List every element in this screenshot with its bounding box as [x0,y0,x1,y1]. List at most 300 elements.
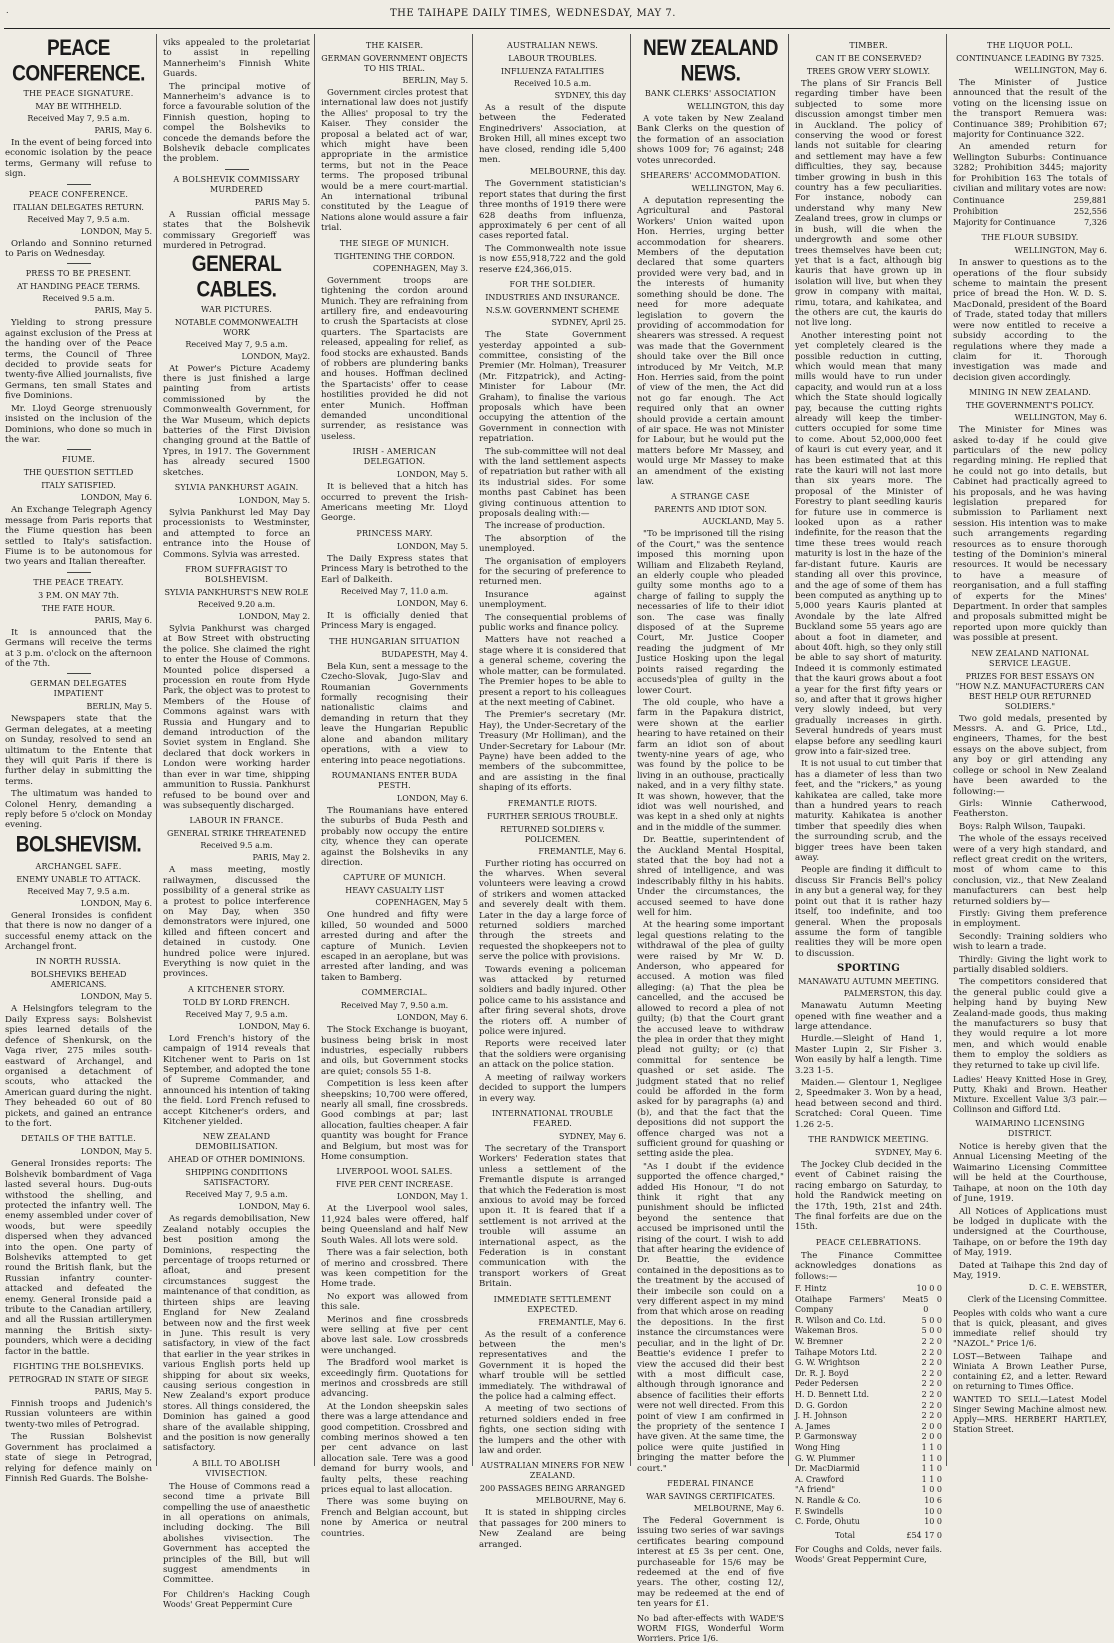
article-body: Government circles protest that international law does not justify the Allies' proposal to try the Kaiser. They consider the proposal a belated act of war, which might have been appropriate in the armistice terms, but not in the Peace terms. The proposed tribunal would be a mere court-martial. An international tribunal constituted by the League of Nations alone would assure a fair trial. [321,88,468,234]
article-heading: FIGHTING THE BOLSHEVIKS. [13,1362,144,1372]
article-heading: A BILL TO ABOLISH VIVISECTION. [192,1458,281,1478]
article-body: In the event of being forced into economic isolation by the peace terms, Germany will refuse to sign. [5,138,152,180]
article-heading: THE SIEGE OF MUNICH. [339,238,450,248]
article-subheading: TIGHTENING THE CORDON. [334,251,455,261]
list-item [795,1369,942,1380]
list-item [795,1507,942,1518]
article-subheading: TOLD BY LORD FRENCH. [183,997,290,1007]
article-subheading: 200 PASSAGES BEING ARRANGED [479,1484,626,1494]
donation-amount: 2 0 0 [921,1432,942,1442]
donation-amount: 10 6 [924,1495,942,1505]
article-body: It is believed that a hitch has occurred to prevent the Irish-Americans meeting Mr. Lloyd George. [321,482,468,524]
article-body: An Exchange Telegraph Agency message from Paris reports that the Fiume question has been settled to Italy's satisfaction. Fiume is to be autonomous for two years and Italian thereafter. [5,505,152,568]
article-heading: COMMERCIAL. [361,988,428,998]
dateline: Received May 7, 9.5 a.m. [185,1190,288,1200]
article-body: As the result of a conference between the men's representatives and the Government it is hoped the wharf trouble will be settled immediately. The withdrawal of the police had a calming effect. [479,1329,626,1403]
article-body: A Russian official message states that the Bolshevik commissary Gregorieff was murdered in Petrograd. [163,209,310,252]
article-body: The Minister of Justice announced that the result of the voting on the licensing issue on the transport Remuera was: Continuance 389; Prohibition 67; majority for Continuance 322. [953,78,1107,141]
article-body: The plans of Sir Francis Bell regarding timber have been subjected to some more discussion amongst timber men in Auckland. The policy of conserving the wood or forest lands not suitable for clearing and settlement may have a few difficulties, they say, because timber growing in bush in this country has a few peculiarities. For instance, nobody can understand why many New Zealand trees, grow in clumps or in bush, will die when the undergrowth and some other trees themselves have been cut; yet that is a fact, although big kauris that have grown up in isolation will live, but when they grow in company with maitai, rimu, totara, and kahikatea, and the others are cut, the kauris do not live long. [795,79,942,329]
donor-name: Taihape Motors Ltd. [795,1347,878,1357]
dateline: Received May 7, 9.5 a.m. [27,114,130,123]
article-body: The Premier's secretary (Mr. Hay), the Under-Secretary of the Treasury (Mr Holliman), and the Under-Secretary for Labour (Mr. Payne) have been added to the members of the subcommittee, and are assisting in the final shaping of its efforts. [479,710,626,794]
dateline: SYDNEY, May 6. [558,1131,626,1141]
donor-name: A. Crawford [795,1474,845,1484]
article-body: A mass meeting, mostly railwaymen, discussed the possibility of a general strike as a protest to police interference on May Day, when 350 demonstrators were injured, one killed and fifteen concert and detained in custody. One hundred police were injured. Everything is now quiet in the provinces. [163,865,310,980]
article-heading: FOR THE SOLDIER. [509,280,596,290]
list-item [795,1422,942,1433]
article-heading: MINING IN NEW ZEALAND. [968,388,1092,398]
article-body: Notice is hereby given that the Annual Licensing Meeting of the Waimarino Licensing Committee will be held at the Courthouse, Taihape, at noon on the 10th day of June, 1919. [953,1142,1107,1205]
article-body: The sub-committee will not deal with the land settlement aspects of repatriation but rather with all its industrial sides. For some months past Cabinet has been giving continuous attention to proposals dealing with:— [479,446,626,519]
issue-date: WEDNESDAY, MAY 7. [556,8,676,19]
dateline: MELBOURNE, this day. [529,167,626,177]
dateline: WELLINGTON, May 6. [691,184,784,194]
article-body: Manawatu Autumn Meeting opened with fine weather and a large attendance. [795,1001,942,1032]
dateline: Received May 7, 9.5 a.m. [27,214,130,224]
article-heading: A BOLSHEVIK COMMISSARY MURDERED [173,174,300,194]
column-rule [630,34,631,1466]
newspaper-title: THE TAIHAPE DAILY TIMES, [390,8,552,19]
advertisement: For Children's Hacking Cough Woods' Great Peppermint Cure [163,1588,310,1609]
article-subheading: NOTABLE COMMONWEALTH WORK [174,317,299,337]
list-item [795,1358,942,1369]
article-body: It is announced that the Germans will receive the terms at 3 p.m. o'clock on the afternoon of the 7th. [5,627,152,669]
article-subheading: HEAVY CASUALTY LIST [345,886,444,896]
list-item [795,1496,942,1507]
donation-amount: 1 1 0 [921,1442,942,1452]
article-body: As regards demobilisation, New Zealand notably occupies the best position among the Dominions, respecting the percentage of troops returned or afloat, and present circumstances suggest the maintenance of that condition, as thirteen ships are leaving England for New Zealand between now and the first week in June. This result is very satisfactory, in view of the fact that earlier in the year strikes in various English ports held up shipping for about six weeks, causing serious congestion in New Zealand's export produce stores. All things considered, the Dominion has gained a good share of the available shipping, and the position is now generally satisfactory. [163,1214,310,1454]
article-body: Towards evening a policeman was attacked by returned soldiers and badly injured. Other police came to his assistance and after firing several shots, drove the rioters off. A number of police were injured. [479,964,626,1038]
vote-label: Continuance [953,196,1005,206]
article-heading: PRESS TO BE PRESENT. [25,269,132,279]
dateline: LONDON, May 5. [396,470,468,480]
article-heading: INTERNATIONAL TROUBLE FEARED. [491,1108,614,1128]
column-rule [946,34,947,1466]
article-body: One hundred and fifty were killed, 50 wounded and 5000 arrested during and after the capture of Munich. Levien escaped in an aeroplane, but was arrested after landing, and was taken to Bamberg. [321,910,468,983]
dateline: PALMERSTON, this day. [843,989,942,999]
article-subheading: TREES GROW VERY SLOWLY. [806,67,931,76]
list-item [795,1475,942,1486]
article-body: The Jockey Club decided in the event of Cabinet raising the racing embargo on Saturday, to hold the Randwick meeting on the 17th, 19th, 21st and 24th. The final forfeits are due on the 15th. [795,1160,942,1233]
article-body: At Power's Picture Academy there is just finished a large painting from artists commissioned by the Commonwealth Government, for the War Museum, which depicts batteries of the First Division changing ground at the Battle of Ypres, in 1917. The Government has already secured 1500 sketches. [163,363,310,478]
column-7 [953,36,1107,1466]
article-body: viks appealed to the proletariat to assist in repelling Mannerheim's Finnish White Guards. [163,38,310,80]
donor-name: C. Forde, Ohutu [795,1517,860,1527]
donor-name: Dr. MacDiarmid [795,1464,860,1474]
dateline: SYDNEY, April 25. [551,318,626,328]
vote-label: Majority for Continuance [953,217,1056,227]
article-body: At the London sheepskin sales there was a large attendance and good competition. Crossbred and combing merinos showed a ten per cent advance on last allocation sale. Tere was a good demand for burry wools, and faulty pelts, these reaching prices equal to last allocation. [321,1401,468,1496]
article-body: Another interesting point not yet completely cleared is the possible reduction in cutting, which would mean that many mills would have to run under capacity, and would run at a loss which the State should logically pay, because the cutting rights already will keep the timber-cutters occupied for some time to come. About 52,000,000 feet of kauri is cut every year, and it has been estimated that at this rate the kauri will not last more than six years more. The proposal of the Minister of Forestry to plant seedling kauris for future use in commerce is looked upon as a rather indefinite, for the reason that the time these trees would reach maturity is lost in the haze of the far-distant future. Kauris are standing all over this province, and the age of some of them has been computed as anything up to 5,000 years Kauris planted at Avondale by the late Alfred Buckland some 55 years ago are about a foot in diameter, and about 40ft. high, so they only still be able to say short of maturity. Indeed it is commonly estimated that the kauri grows about a foot a year for the first fifty years or so, and after that it grows higher very slowly indeed, but very gradually increases in girth. Several hundreds of years must elapse before any seedling kauri grow into a fair-sized tree. [795,330,942,757]
section-heading: NEW ZEALAND NEWS. [643,36,778,87]
article-heading: WAIMARINO LICENSING DISTRICT. [975,1119,1085,1139]
article-body: A meeting of two sections of returned soldiers ended in free fights, one section siding with the lumpers and the other with law and order. [479,1404,626,1457]
donor-name: F. Swindells [795,1506,844,1516]
article-body: The Daily Express states that Princess Mary is betrothed to the Earl of Dalkeith. [321,553,468,585]
article-body: It is not usual to cut timber that has a diameter of less than two feet, and the "rickers," as young kahikatea are called, take more than a hundred years to reach maturity. Kahikatea is another timber that speedily dies when the surrounding scrub, and the bigger trees have been taken away. [795,759,942,864]
article-body: Reports were received later that the soldiers were organising an attack on the police station. [479,1039,626,1071]
dateline: BUDAPESTH, May 4. [381,649,468,659]
dateline: PARIS, May 5. [94,306,152,316]
article-subheading: SHIPPING CONDITIONS SATISFACTORY. [185,1168,288,1188]
donation-amount: 2 2 0 [921,1400,942,1410]
donor-name: F. Hintz [795,1284,827,1294]
list-item [795,1411,942,1422]
dateline: PARIS, May 6. [94,615,152,625]
article-body: As a result of the dispute between the Federated Enginedrivers' Association, at Broken Hill, all mines except two have closed, rending idle 5,400 men. [479,103,626,166]
column-rule [156,34,157,1466]
article-body: At the hearing some important legal questions relating to the withdrawal of the plea of guilty were raised by Mr W. D. Anderson, who appeared for accused. A motion was filed alleging: (a) That the plea be cancelled, and the accused be allowed to record a plea of not guilty; (b) that the Court grant the accused leave to withdraw the plea in order that they might plead not guilty; or (c) that committal for sentence be quashed or set aside. The judgment stated that no relief could be afforded in the form asked for by paragraphs (a) and (b), and that the fact that the depositions did not support the offence charged was not a sufficient ground for quashing or setting aside the plea. [637,920,784,1160]
dateline: PARIS, May 2. [252,853,310,863]
article-body: A meeting of railway workers decided to support the lumpers in every way. [479,1072,626,1104]
column-2 [163,36,310,1609]
article-subheading: ITALIAN DELEGATES RETURN. [13,202,144,212]
dateline: LONDON, May 6. [396,793,468,803]
advertisement: No bad after-effects with WADE'S WORM FIGS, Wonderful Worm Worriers. Price 1/6. [637,1612,784,1643]
donor-name: G. W. Plummer [795,1453,855,1463]
donor-name: "A friend" [795,1485,836,1495]
article-body: Sylvia Pankhurst led May Day processionists to Westminster, and attempted to force an entrance into the House of Commons. Sylvia was arrested. [163,507,310,560]
article-heading: PEACE CELEBRATIONS. [815,1237,922,1247]
article-body: The Bradford wool market is exceedingly firm. Quotations for merinos and crossbreds are still advancing. [321,1358,468,1400]
dateline: WELLINGTON, this day [687,102,784,111]
donor-name: Wakeman Bros. [795,1326,859,1336]
advertisement: Peoples with colds who want a cure that is quick, pleasant, and gives immediate relief should try "NAZOL." Price 1/6. [953,1308,1107,1349]
donor-name: N. Randle & Co. [795,1495,861,1505]
article-body: A deputation representing the Agricultural and Pastoral Workers' Union waited upon Hon. Herries, urging better accommodation for shearers. Members of the deputation declared that some quarters provided were very bad, and in the interests of humanity something should be done. The need for more adequate legislation to govern the providing of accommodation for shearers was stressed. A request was made that the Government should take over the Bill once introduced by Mr Veitch, M.P. Hon. Herries said, from the point of view of the men, the Act did not go far enough. The Act required only that an owner should provide a certain amount of air space. He was not Minister for Labour, but he would put the matters before Mr Massey, and would urge Mr Massey to make an amendment of the existing law. [637,196,784,487]
dateline: LONDON, May 1. [396,1192,468,1202]
dateline: Received 9.20 a.m. [197,600,276,609]
article-body: "As I doubt if the evidence supported the offence charged," added His Honour, "I do not think it right that any punishment should be inflicted beyond the sentence that accused be imprisoned until the rising of the court. I wish to add that after hearing the evidence of Dr. Beattie, the evidence contained in the depositions as to the treatment by the accused of their imbecile son could on a very different aspect in my mind from that which arose on reading the depositions. In the first instance the circumstances were peculiar, and in the light of Dr. Beattie's evidence I prefer to view the accused did their best with a most difficult case, although through ignorance and absence of facilities their efforts were not well directed. From this point of view I am confirmed in the propriety of the sentence I have given. At the same time, the police were quite justified in bringing the matter before the court." [637,1161,784,1474]
list-item [795,1284,942,1295]
article-body: The Government statistician's report states that during the first three months of 1919 there were 628 deaths from influenza, approximately 6 per cent of all cases reported fatal. [479,179,626,242]
article-body: Further rioting has occurred on the wharves. When several volunteers were leaving a crowd of strikers and women attacked and severely dealt with them. Later in the day a large force of returned soldiers marched through the streets and requested the shopkeepers not to serve the police with provisions. [479,858,626,963]
dateline: FREMANTLE, May 6. [538,846,626,856]
article-heading: THE HUNGARIAN SITUATION [329,636,460,646]
article-subheading: PARENTS AND IDIOT SON. [654,505,767,515]
article-body: Yielding to strong pressure against exclusion of the Press at the handing over of the Peace terms, the Council of Three decided to provide seats for twenty-five Allied journalists, five Germans, ten small States and five Dominions. [5,318,152,402]
article-subheading: THE QUESTION SETTLED [23,468,134,478]
article-heading: PEACE CONFERENCE. [28,189,129,199]
dateline: MELBOURNE, May 6. [693,1503,784,1513]
article-body: The secretary of the Transport Workers' Federation states that unless a settlement of the Fremantle dispute is arranged that which the Federation is most anxious to avoid may be forced upon it. It is feared that if a settlement is not arrived at the trouble will assume an international aspect, as the Federation is in constant communication with the transport workers of Great Britain. [479,1143,626,1290]
article-body: Merinos and fine crossbreds were selling at five per cent above last sale. Low crossbreds were unchanged. [321,1314,468,1356]
dateline: LONDON, May 6. [80,493,152,503]
section-heading: GENERAL CABLES. [191,252,282,302]
article-body: The Roumanians have entered the suburbs of Buda Pesth and probably now occupy the entire city, whence they can operate against the Bolsheviks in any direction. [321,805,468,868]
list-item [795,1337,942,1348]
section-heading: PEACE CONFERENCE. [12,36,145,87]
article-subheading: CONTINUANCE LEADING BY 7325. [956,54,1104,63]
article-heading: PRINCESS MARY. [356,528,433,538]
list-item [795,1390,942,1401]
donation-amount: 1 1 0 [921,1464,942,1474]
vote-totals [953,196,1107,228]
vote-value: 252,556 [1073,207,1107,217]
article-body: An amended return for Wellington Suburbs: Continuance 3282; Prohibition 3445; majority for Prohibition 163 The totals of civilian and military votes are now: [953,142,1107,195]
article-heading: SHEARERS' ACCOMMODATION. [640,171,781,181]
dateline: LONDON, May 2. [238,612,310,621]
vote-value: 259,881 [1073,196,1107,206]
donor-name: Peder Pedersen [795,1379,859,1389]
donor-name: Wong Hing [795,1442,841,1452]
column-rule [788,34,789,1466]
donation-amount: 1 1 0 [921,1453,942,1463]
signature: D. C. E. WEBSTER, [1028,1283,1107,1293]
article-subheading: PETROGRAD IN STATE OF SIEGE [8,1375,149,1385]
column-1 [5,36,152,1484]
donation-amount: 1 0 0 [921,1485,942,1495]
dateline: MELBOURNE, May 6. [535,1496,626,1506]
donation-amount: 1 1 0 [921,1474,942,1484]
section-heading: BOLSHEVISM. [15,833,142,858]
article-body: "To be imprisoned till the rising of the Court," was the sentence imposed this morning upon William and Elizabeth Reyland, an elderly couple who pleaded guilty some months ago to a charge of failing to supply the necessaries of life to their idiot son. The case was finally disposed of at the Supreme Court, Mr. Justice Cooper reading the judgment of Mr Justice Hosking upon the legal points raised regarding the accuseds'plea of guilty in the lower Court. [637,529,784,696]
article-body: Dated at Taihape this 2nd day of May, 1919. [953,1260,1107,1281]
column-rule [472,34,473,1466]
article-heading: THE LIQUOR POLL. [987,41,1073,50]
dateline: PARIS May 5. [254,197,310,207]
article-body: At the Liverpool wool sales, 11,924 bales were offered, half being Queensland and half New South Wales. All lots were sold. [321,1204,468,1246]
advertisement: Ladies' Heavy Knitted Hose in Grey, Putty, Khaki and Brown. Heather Mixture. Excellent Value 3/3 pair.— Collinson and Gifford Ltd. [953,1074,1107,1115]
article-body: The Minister for Mines was asked to-day if he could give particulars of the new policy regarding mining. He replied that he could not go into details, but Cabinet had practically agreed to his proposals, and he was having legislation prepared for submission to Parliament next session. His intention was to make such arrangements regarding resources as to ensure thorough testing of the Dominion's mineral resources. It would be necessary to have a measure of reorganisation, and a full staffing of experts for the Mines' Department. In order that samples and proposals submitted might be reported upon more quickly than was possible at present. [953,425,1107,644]
list-item [795,1316,942,1327]
total-label: Total [835,1530,856,1540]
article-subheading: WAR SAVINGS CERTIFICATES. [646,1491,775,1501]
article-body: The increase of production. [485,521,606,532]
article-body: Mr. Lloyd George strenuously insisted on the inclusion of the Dominions, who done so much in the war. [5,403,152,445]
dateline: Received May 7, 11.0 a.m. [340,587,449,597]
article-body: The principal motive of Mannerheim's advance is to force a favourable solution of the Finnish question, hoping to compel the Bolsheviks to concede the demands before the Bolshevik debacle complicates the problem. [163,81,310,165]
list-item [953,218,1107,229]
dateline: LONDON, May 6. [396,599,468,609]
article-heading: DETAILS OF THE BATTLE. [21,1134,136,1144]
article-heading: SYLVIA PANKHURST AGAIN. [174,482,299,492]
article-body: The Federal Government is issuing two series of war savings certificates bearing compound interest at £5 3s per cent. One, purchaseable for 15/6 may be redeemed at the end of five years. The other, costing 12/, may be redeemed at the end of ten years for £1. [637,1515,784,1610]
article-heading: TIMBER. [849,41,888,50]
article-subheading: SYLVIA PANKHURST'S NEW ROLE [164,588,309,597]
list-item [795,1379,942,1390]
article-heading: THE RANDWICK MEETING. [808,1135,929,1144]
dateline: Received 9.5 a.m. [200,841,273,851]
article-heading: AUSTRALIAN MINERS FOR NEW ZEALAND. [480,1461,625,1481]
article-body: All Notices of Applications must be lodged in duplicate with the undersigned at the Courthouse, Taihape, on or before the 19th day of May, 1919. [953,1206,1107,1259]
divider [67,449,91,450]
column-5 [637,36,784,1643]
article-subheading: LABOUR TROUBLES. [508,54,597,63]
list-item [795,1443,942,1454]
advertisement: WANTED TO SELL—Latest Model Singer Sewing Machine almost new. Apply—MRS. HERBERT HARTLEY, Station Street. [953,1394,1107,1435]
list-item [795,1454,942,1465]
dateline: LONDON, May 6. [80,898,152,908]
article-heading: FIUME. [61,455,96,465]
article-subheading: THE GOVERNMENT'S POLICY. [965,401,1095,411]
donor-name: A. James [795,1421,831,1431]
advertisement: LOST—Between Taihape and Winiata A Brown Leather Purse, containing £2, and a letter. Reward on returning to Times Office. [953,1351,1107,1392]
page-number: . [6,6,9,15]
article-heading: ARCHANGEL SAFE. [35,861,122,871]
divider [67,572,91,573]
donation-amount: 2 2 0 [921,1411,942,1421]
article-body: People are finding it difficult to discuss Sir Francis Bell's policy in any but a general way, for they point out that it is rather hazy itself, too indefinite, and too general. When the proposals assume the form of tangible realities they will be more open to discussion. [795,865,942,959]
masthead-rule [4,28,1110,29]
list-item [795,1401,942,1412]
donor-name: H. D. Bennett Ltd. [795,1390,870,1399]
dateline: SYDNEY, May 6. [874,1148,942,1157]
article-subheading: GERMAN GOVERNMENT OBJECTS TO HIS TRIAL. [321,54,468,73]
article-heading: WAR PICTURES. [200,304,273,314]
article-subheading: ENEMY UNABLE TO ATTACK. [16,874,141,884]
vote-label: Prohibition [953,207,999,217]
column-rule [314,34,315,1466]
article-heading: THE PEACE SIGNATURE. [23,89,134,98]
donor-name: R. Wilson and Co. Ltd. [795,1315,886,1325]
dateline: Received May 7, 9.5 a.m. [185,339,288,349]
signature-title: Clerk of the Licensing Committee. [967,1295,1107,1305]
article-subheading: FURTHER SERIOUS TROUBLE. [487,811,618,821]
article-body: The Russian Bolshevist Government has proclaimed a state of siege in Petrograd, relying for defence mainly on Finnish Red Guards. The Bolshe- [5,1432,152,1484]
dateline: BERLIN, May 5. [402,76,468,85]
article-subheading: ITALY SATISFIED. [41,481,116,491]
article-body: Sylvia Pankhurst was charged at Bow Street with obstructing the police. She claimed the right to enter the House of Commons. Mounted police dispersed a procession en route from Hyde Park, the object was to protest to Members of the House of Commons against wars with Russia and Hungary and to demand introduction of the Soviet system in England. She declared that dock workers in London were working harder than ever in war time, shipping ammunition to Russia. Pankhurst refused to be bound over and was subsequently discharged. [163,624,310,811]
list-item [795,1432,942,1443]
list-total [795,1531,942,1542]
article-body: In answer to questions as to the operations of the flour subsidy scheme to maintain the present price of bread the Hon. W. D. S. MacDonald, president of the Board of Trade, stated today that millers were now entitled to receive a subsidy according to the regulations where they made a claim for it. Thorough investigation was made and decision given accordingly. [953,258,1107,383]
article-heading: THE KAISER. [365,41,424,50]
article-body: The House of Commons read a second time a private Bill compelling the use of anaesthetic in all operations on animals, including docking. The Bill abolishes vivisection. The Government has accepted the principles of the Bill, but will suggest amendments in Committee. [163,1481,310,1586]
donation-amount: 10 0 [924,1506,942,1516]
donor-name: Dr. R. J. Boyd [795,1368,849,1378]
dateline: FREMANTLE, May 6. [538,1317,626,1327]
article-heading: A KITCHENER STORY. [188,984,285,994]
article-subheading: N.S.W. GOVERNMENT SCHEME [485,306,620,316]
article-body: The Stock Exchange is buoyant, business being brisk in most industries, especially rubbers and oils, but Government stocks are quiet; consols 55 1-8. [321,1025,468,1077]
article-subheading: FIVE PER CENT INCREASE. [335,1180,454,1190]
dateline: LONDON, May 6. [396,1013,468,1023]
vote-value: 7,326 [1084,217,1107,227]
article-body: There was a fair selection, both of merino and crossbred. There was keen competition for the Home trade. [321,1248,468,1290]
dateline: LONDON, May 5. [80,992,152,1002]
dateline: LONDON, May 5. [80,1147,152,1157]
article-subheading: 3 P.M. ON MAY 7th. [38,590,119,600]
article-body: The competitors considered that the general public could give a helping hand by buying New Zealand-made goods, thus making the manufacturers so busy that they would require a lot more men, and which would enable them to employ the soldiers as they returned to take up civil life. [953,977,1107,1071]
donation-amount: 5 0 0 [921,1315,942,1325]
dateline: COPENHAGEN, May 3. [372,263,468,273]
article-heading: FREMANTLE RIOTS. [507,798,598,808]
donation-list [795,1284,942,1541]
dateline: LONDON, May2. [241,351,310,361]
article-body: Insurance against unemployment. [479,589,626,611]
article-body: Firstly: Giving them preference in employment. [953,908,1107,930]
article-heading: NEW ZEALAND NATIONAL SERVICE LEAGUE. [971,648,1089,668]
article-heading: LIVERPOOL WOOL SALES. [336,1167,453,1177]
donation-amount: 2 2 0 [921,1347,942,1357]
dateline: LONDON, May 6. [238,1021,310,1031]
article-body: Matters have not reached a stage where it is considered that a general scheme, covering the whole matter, can be formulated. The Premier hopes to be able to present a report to his colleagues at the next meeting of Cabinet. [479,635,626,708]
article-body: The consequential problems of public works and finance policy. [479,612,626,634]
donor-name: Otaihape Farmers' Meat Company [795,1294,924,1315]
article-subheading: MANAWATU AUTUMN MEETING. [798,977,939,987]
dateline: LONDON, May 5. [396,541,468,551]
article-body: Government troops are tightening the cordon around Munich. They are refraining from artillery fire, and endeavouring to crush the Spartacists at close quarters. The Spartacists are released, appealing for relief, as food stocks are exhausted. Bands of robbers are plundering banks and houses. Hoffman declined the Spartacists' offer to cease hostilities provided he did not enter Munich. Hoffman demanded unconditional surrender, as resistance was useless. [321,275,468,442]
article-heading: GERMAN DELEGATES IMPATIENT [30,679,127,699]
article-subheading: INDUSTRIES AND INSURANCE. [485,293,620,303]
dateline: LONDON, May 6. [238,1202,310,1212]
article-body: Orlando and Sonnino returned to Paris on Wednesday. [5,238,152,260]
article-body: The Commonwealth note issue is now £55,918,722 and the gold reserve £24,366,015. [479,243,626,275]
divider [67,184,91,185]
article-heading: LABOUR IN FRANCE. [189,816,284,826]
donor-name: P. Garmonsway [795,1432,857,1442]
article-body: Hurdle.—Sleight of Hand 1, Master Lupin 2, Sir Fisher 3. Won easily by half a length. Time 3.23 1-5. [795,1034,942,1076]
dateline: WELLINGTON, May 6. [1014,413,1107,423]
article-body: It is officially denied that Princess Mary is engaged. [321,611,468,632]
article-body: The absorption of the unemployed. [479,533,626,555]
article-body: Finnish troops and Judenich's Russian volunteers are within twenty-two miles of Petrograd. [5,1399,152,1430]
article-body: General Ironsides is confident that there is now no danger of a successful enemy attack on the Archangel front. [5,910,152,953]
article-heading: AUSTRALIAN NEWS. [507,41,598,50]
advertisement: For Coughs and Colds, never fails. Woods' Great Peppermint Cure, [795,1544,942,1565]
article-heading: THE FLOUR SUBSIDY. [981,233,1079,243]
article-body: Two gold medals, presented by Messrs. A. and G. Price, Ltd., engineers, Thames, for the best essays on the above subject, from any boy or girl attending any college or school in New Zealand have been awarded to the following:— [953,713,1107,797]
article-heading: FEDERAL FINANCE [667,1478,754,1488]
dateline: SYDNEY, this day [554,91,626,100]
column-6 [795,36,942,1565]
donation-amount: 2 2 0 [921,1368,942,1378]
dateline: WELLINGTON, May 6. [1014,66,1107,75]
masthead [0,0,1114,30]
article-heading: ROUMANIANS ENTER BUDA PESTH. [331,770,458,790]
dateline: WELLINGTON, May 6. [1014,246,1107,256]
article-body: Bela Kun, sent a message to the Czecho-Slovak, Jugo-Slav and Roumanian Governments formally recognising their nationalistic claims and demanding in return that they leave the Hungarian Republic alone and abandon military operations, with a view to entering into peace negotiations. [321,661,468,766]
list-item [953,196,1107,207]
article-subheading: BOLSHEVIKS BEHEAD AMERICANS. [30,970,127,990]
article-heading: THE PEACE TREATY. [33,577,124,587]
donor-name: D. G. Gordon [795,1400,848,1410]
divider [67,263,91,264]
article-subheading: GENERAL STRIKE THREATENED [166,829,307,839]
list-item [795,1517,942,1528]
article-body: Newspapers state that the German delegates, at a meeting on Sunday, resolved to send an ultimatum to the Entente that they will quit Paris if there is further delay in submitting the terms. [5,714,152,787]
article-heading: NEW ZEALAND DEMOBILISATION. [195,1132,278,1152]
article-heading: IN NORTH RUSSIA. [35,957,122,967]
article-subheading: PRIZES FOR BEST ESSAYS ON "HOW N.Z. MANUFACTURERS CAN BEST HELP OUR RETURNED SOLDIERS." [955,671,1105,711]
dateline: PARIS, May 5. [94,1387,152,1397]
article-body: Secondly: Training soldiers who wish to learn a trade. [953,931,1107,953]
dateline: Received May 7, 9.50 a.m. [340,1001,449,1011]
article-subheading: CAN IT BE CONSERVED? [815,54,922,63]
dateline: COPENHAGEN, May 5 [375,898,468,908]
article-body: It is stated in shipping circles that passages for 200 miners to New Zealand are being arranged. [479,1508,626,1550]
article-body: The organisation of employers for the securing of preference to returned men. [479,556,626,588]
article-body: Boys: Ralph Wilson, Taupaki. [959,821,1086,832]
article-heading: A STRANGE CASE [671,492,750,502]
divider [225,169,249,170]
dateline: Received May 7, 9.5 a.m. [185,1009,288,1019]
article-body: Girls: Winnie Catherwood, Featherston. [953,798,1107,820]
list-item [795,1326,942,1337]
dateline: Received 10.5 a.m. [513,79,592,88]
article-heading: BANK CLERKS' ASSOCIATION [644,89,777,98]
donation-amount: 5 0 0 [921,1326,942,1336]
donor-name: J. H. Johnson [795,1411,848,1421]
article-subheading: AT HANDING PEACE TERMS. [16,282,141,292]
article-heading: CAPTURE OF MUNICH. [343,873,446,883]
article-subheading: THE FATE HOUR. [41,603,116,613]
article-body: General Ironsides reports: The Bolshevik bombardment of Vaga lasted several hours. Dug-outs withstood the shelling, and protected the infantry well. The enemy assembled under cover of woods, but were speedily dispersed when they advanced into the open. One party of Bolsheviks attempted to get round the British flank, but the Russian infantry counter-attacked and defeated the enemy. General Ironside paid a tribute to the Canadian artillery, and all the Russian artillerymen manning the British sixty-pounders, which were a deciding factor in the battle. [5,1159,152,1357]
article-body: The ultimatum was handed to Colonel Henry, demanding a reply before 5 o'clock on Monday evening. [5,789,152,831]
dateline: Received May 7, 9.5 a.m. [27,886,130,896]
donation-amount: 2 0 0 [921,1421,942,1431]
